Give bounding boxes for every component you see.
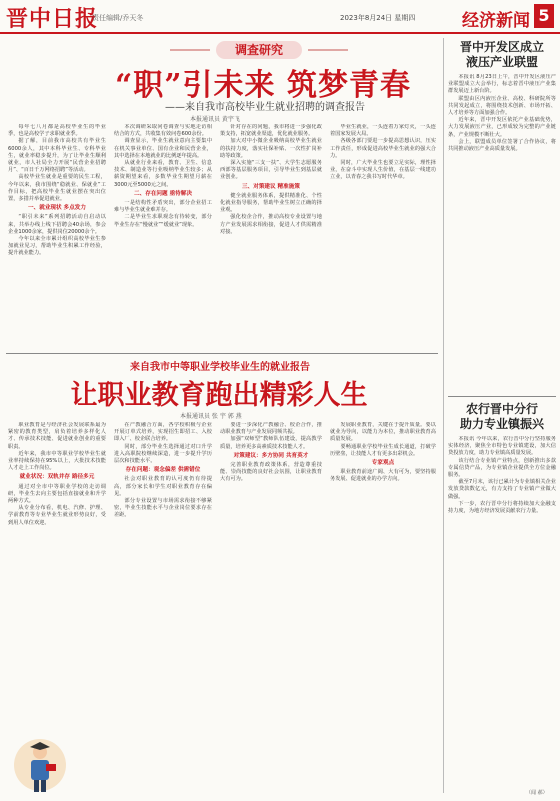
section-subtitle: 二、存在问题 亟待解决 [134, 190, 192, 197]
issue-date: 2023年8月24日 星期四 [340, 14, 416, 22]
student-illustration [10, 734, 70, 796]
page-number: 5 [534, 4, 554, 28]
paragraph: 毕业生就业，一头连着万家灯火，一头连着国家发展大局。 [330, 124, 436, 138]
paragraph: 本次调研采取问卷调查与实地走访相结合的方式，共收集有效问卷600余份。 [114, 124, 212, 138]
paragraph: 社会对职业教育的认可度仍有待提高，部分家长和学生对职业教育存在偏见。 [114, 476, 212, 497]
section-divider [6, 353, 438, 354]
paragraph: 在产教融合方面，各学校积极与企业开展订单式培养，实现招生即招工、入校即入厂、校企联合培养。 [114, 422, 212, 443]
article2-headline: 让职业教育跑出精彩人生 [70, 380, 368, 411]
sidebar-headline-1: 晋中开发区成立 液压产业联盟 [459, 40, 544, 69]
paragraph: 本报讯 今年以来，农行晋中分行坚持服务实体经济，聚焦全市特色专业镇建设，加大信贷投放力度，助力专业镇高质量发展。 [448, 436, 556, 457]
paragraph: 从就业行业来看，教育、卫生、信息技术、制造业等行业吸纳毕业生较多；从薪资期望来看，多数毕业生期望月薪在3000元至5000元之间。 [114, 160, 212, 188]
feature-subheadline: ——来自我市高校毕业生就业招聘的调查报告 [165, 102, 365, 113]
sidebar-story-2 [448, 436, 556, 786]
section-subtitle: 三、对策建议 精准施策 [242, 183, 300, 190]
paragraph: 强化校企合作，推动高校专业设置与地方产业发展需求相衔接，促进人才供需精准对接。 [220, 214, 322, 235]
paragraph: 从专业分布看，机电、汽修、护理、学前教育等专业毕业生就业形势良好，受到用人单位欢迎。 [8, 505, 106, 526]
paragraph: 要畅通职业学校毕业生成长通道，打破学历壁垒，让技能人才有更多出彩机会。 [330, 443, 436, 457]
author-credit: （闻 郝） [526, 790, 548, 796]
paragraph: 会上，联盟成员单位签署了合作协议，将共同推动液压产业高质量发展。 [448, 138, 556, 153]
kicker-decoration-right [308, 49, 348, 51]
section-subtitle: 专家观点 [371, 460, 395, 467]
masthead [0, 0, 560, 34]
newspaper-logo: 晋中日报 [6, 6, 99, 32]
paragraph: 部分专业设置与市场需求衔接不够紧密，毕业生技能水平与企业岗位要求存在差距。 [114, 498, 212, 519]
paragraph: 针对存在的问题，我市将进一步强化政策支持，拓宽就业渠道，优化就业服务。 [220, 124, 322, 138]
paragraph: 该行结合专业镇产业特点，创新推出多款专属信贷产品，为专业镇企业提供全方位金融服务。 [448, 457, 556, 479]
feature-column-3 [220, 124, 322, 350]
paragraph: 要进一步深化产教融合、校企合作，推动职业教育与产业发展同频共振。 [220, 422, 322, 436]
paragraph: 近年来，晋中开发区依托产业基础优势，大力发展液压产业，已形成较为完整的产业链条，产业规模不断壮大。 [448, 117, 556, 138]
sidebar-headline-2: 农行晋中分行 助力专业镇振兴 [459, 402, 544, 431]
feature-column-2 [114, 124, 212, 350]
column-divider [443, 38, 444, 793]
paragraph: 截至7月末，该行已累计为专业镇相关企业发放贷款数亿元，有力支持了专业镇产业做大做强。 [448, 479, 556, 500]
section-subtitle: 就业状况：双轨并存 路径多元 [19, 474, 95, 481]
feature-column-1 [8, 124, 106, 350]
feature-headline: “职”引未来 筑梦青春 [115, 68, 411, 103]
paragraph: 深入实施“三支一扶”、大学生志愿服务西部等基层服务项目，引导毕业生到基层就业创业。 [220, 160, 322, 181]
paragraph: 据了解，目前我市高校共有毕业生6000余人，其中本科毕业生、专科毕业生，就业率稳步提升，为了让毕业生顺利就业，市人社局全力开展“民营企业招聘月”、“百日千万网络招聘”等活动。 [8, 138, 106, 174]
paragraph: 职业教育是与经济社会发展联系最为紧密的教育类型，肩负着培养多样化人才、传承技术技能、促进就业创业的重要职责。 [8, 422, 106, 450]
editor-line: 责任编辑/乔天冬 [92, 14, 144, 22]
paragraph: 近年来，我市中等职业学校毕业生就业率持续保持在95%以上，大批技术技能人才走上工作岗位。 [8, 450, 106, 472]
feature-column-4 [330, 124, 436, 350]
feature-byline: 本报通讯员 黄宇飞 [190, 116, 240, 123]
paragraph: 本报讯 8月23日上午，晋中开发区液压产业联盟成立大会举行，标志着晋中液压产业集群发展迈上新台阶。 [448, 74, 556, 95]
paragraph: 健全就业服务体系，提供精准化、个性化就业指导服务，帮助毕业生树立正确的择业观。 [220, 192, 322, 214]
paragraph: 同时，广大毕业生也要立足实际，理性择业，在奋斗中实现人生价值，在基层一线建功立业，以青春之我书写时代华章。 [330, 160, 436, 181]
paragraph: 今年以来全市累计组织高校毕业生参加就业见习，帮助毕业生积累工作经验，提升就业能力。 [8, 236, 106, 257]
paragraph: 发展职业教育，关键在于提升质量。要以就业为导向，以能力为本位，推动职业教育高质量发展。 [330, 422, 436, 443]
paragraph: 调查显示，毕业生就业意向主要集中在机关事业单位、国有企业和民营企业，其中选择在本地就业的比例逐年提高。 [114, 138, 212, 159]
article2-column-4 [330, 422, 436, 792]
section-subtitle: 存在问题：观念偏差 供需错位 [125, 467, 201, 474]
article2-byline: 本报通讯员 张 宇 郭 燕 [180, 413, 242, 420]
paragraph: 加大对中小微企业吸纳高校毕业生就业的扶持力度，落实社保补贴、一次性扩岗补助等政策。 [220, 138, 322, 159]
article2-column-1 [8, 422, 106, 730]
article2-column-3 [220, 422, 322, 792]
article2-subheadline: 来自我市中等职业学校毕业生的就业报告 [130, 362, 310, 373]
paragraph: 通过对全市中等职业学校的走访调研，毕业生去向主要包括直接就业和升学两种方式。 [8, 483, 106, 505]
section-title: 经济新闻 [462, 11, 530, 31]
paragraph: 各级各部门要进一步提高思想认识，压实工作责任，形成促进高校毕业生就业的强大合力。 [330, 138, 436, 159]
section-subtitle: 对策建议：多方协同 共育英才 [233, 452, 309, 459]
sidebar-divider [448, 396, 556, 397]
paragraph: 二是毕业生求职观念有待转变，部分毕业生存在“慢就业”“缓就业”现象。 [114, 214, 212, 228]
paragraph: “职引未来”系列招聘活动自启动以来，共举办线上线下招聘会40余场，参会企业1000余家，提供岗位20000余个。 [8, 214, 106, 235]
paragraph: 加强“双师型”教师队伍建设，提高教学质量，培养更多高素质技术技能人才。 [220, 436, 322, 450]
paragraph: 下一步，农行晋中分行将持续加大金融支持力度，为地方经济发展贡献农行力量。 [448, 500, 556, 515]
section-subtitle: 一、就业现状 多点发力 [28, 205, 86, 212]
paragraph: 高校毕业生就业是重要的民生工程，今年以来，我市围绕“稳就业、保就业”工作目标，把高校毕业生就业摆在突出位置，多措并举促进就业。 [8, 174, 106, 203]
kicker-label: 调查研究 [216, 41, 302, 59]
kicker-decoration-left [170, 49, 210, 51]
paragraph: 联盟由区内液压企业、高校、科研院所等共同发起成立，将围绕技术创新、市场开拓、人才培养等方面加强合作。 [448, 95, 556, 117]
paragraph: 完善职业教育政策体系，营造尊重技能、崇尚技能的良好社会氛围，让职业教育大有可为。 [220, 462, 322, 483]
article2-column-2 [114, 422, 212, 792]
paragraph: 职业教育前途广阔、大有可为，要坚持服务发展、促进就业的办学方向。 [330, 469, 436, 483]
paragraph: 同时，部分毕业生选择通过对口升学进入高职院校继续深造，进一步提升学历层次和技能水平。 [114, 443, 212, 465]
sidebar-story-1 [448, 74, 556, 392]
paragraph: 一是结构性矛盾突出，部分企业招工难与毕业生就业难并存。 [114, 200, 212, 214]
paragraph: 每年七八月都是高校毕业生的毕业季，也是高校学子求职就业季。 [8, 124, 106, 138]
